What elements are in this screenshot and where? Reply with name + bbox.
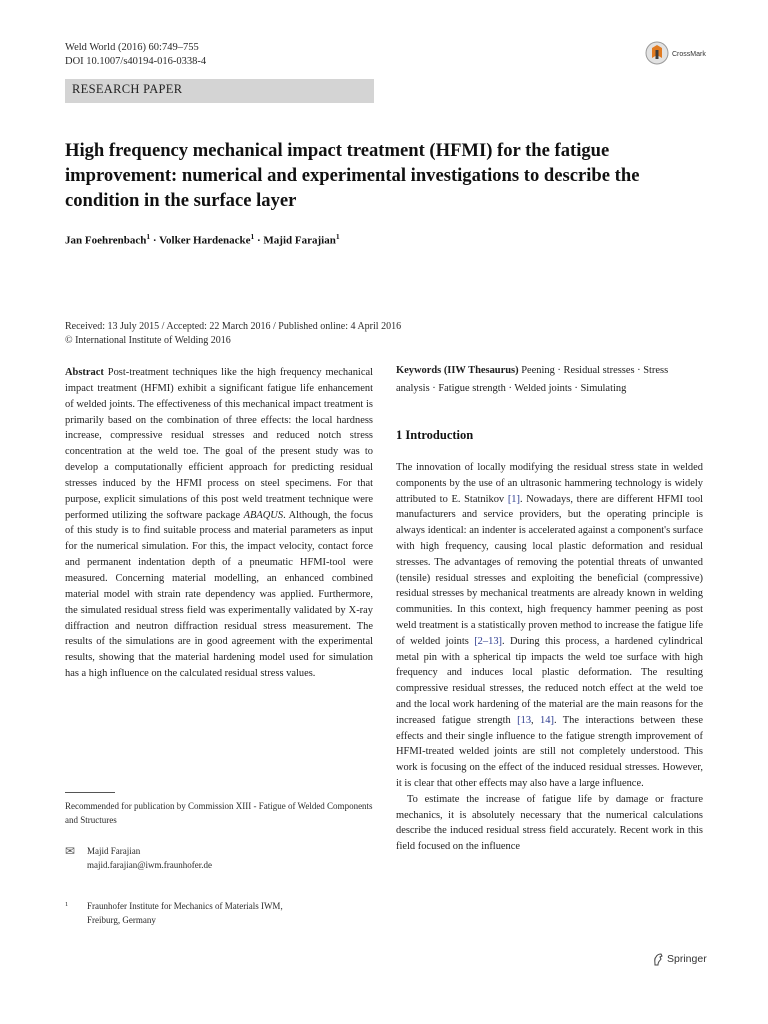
citation-link[interactable]: [1]: [507, 493, 520, 505]
affiliation-line: Freiburg, Germany: [87, 914, 156, 925]
author-separator: ·: [152, 234, 157, 247]
introduction-body: [396, 460, 703, 855]
paper-type-banner: [65, 79, 374, 103]
journal-reference: Weld World (2016) 60:749–755: [65, 42, 199, 53]
keywords-heading: Keywords (IIW Thesaurus): [396, 365, 519, 376]
abstract-text: Post-treatment techniques like the high frequency mechanical impact treatment (HFMI) exhibit a significant fatigue life enhancement of welded joints. The effectiveness of this mechanical impact treatment is primarily based on the combination of three effects: the local hardness increase, compressive residual stresses and reduced notch stress concentration at the weld toe. The goal of the present study was to develop a computationally efficient approach for predicting residual stresses induced by the HFMI process on steel specimens. For that purpose, explicit simulations of this post weld treatment technique were performed utilizing the software package: [65, 367, 373, 521]
author-separator: ·: [257, 234, 261, 247]
correspondence-email[interactable]: majid.farajian@iwm.fraunhofer.de: [87, 859, 212, 870]
publication-dates: [65, 320, 401, 347]
journal-citation: [65, 41, 206, 69]
doi[interactable]: DOI 10.1007/s40194-016-0338-4: [65, 56, 207, 67]
correspondence-name: Majid Farajian: [87, 846, 141, 856]
author-name[interactable]: Jan Foehrenbach: [65, 234, 147, 247]
envelope-icon: ✉: [65, 844, 76, 858]
springer-horse-icon: [652, 952, 664, 966]
paragraph: The innovation of locally modifying the residual stress state in welded components by the use of an ultrasonic hammering technology is widely attributed to E. Statnikov [1]. Nowadays, there are different HFMI tool manufacturers and service providers, but the operating principle is always identical: an indenter is accelerated against a component's surface with high frequency, causing local plastic deformation and residual stresses. The advantages of removing the potential threats of unwanted (tensile) residual stresses and exploiting the beneficial (compressive) residual stresses by mechanical treatments are already known in welding communities. In this context, high frequency hammer peening as post weld treatment is a statistically proven method to increase the fatigue life of welded joints [2–13]. During this process, a hardened cylindrical metal pin with a spherical tip impacts the weld toe surface with high frequency and induces local plastic deformation. The resulting compressive residual stresses, the reduced notch effect at the weld toe and the local work hardening of the material are the main reasons for the increased fatigue strength [13, 14]. The interactions between these effects and their single influence to the fatigue strength improvement of HFMI-treated welded joints are still not completely understood. This work is focusing on the effect of the induced residual stresses. However, it is clear that other effects may also have a large influence.: [396, 462, 703, 789]
author-affiliation-marker: 1: [146, 232, 151, 241]
author-affiliation-marker: 1: [335, 232, 340, 241]
affiliation-block: [65, 900, 375, 927]
crossmark-label: CrossMark: [672, 50, 706, 58]
paragraph: To estimate the increase of fatigue life by damage or fracture mechanics, it is absolutely necessary that the numerical calculations describe the induced residual stress field accurately. Recent work in this field focused on the influence: [396, 793, 703, 853]
footnote-divider: [65, 792, 115, 793]
recommendation-note: Recommended for publication by Commission XIII - Fatigue of Welded Components and Structures: [65, 801, 373, 825]
author-list: [65, 232, 340, 247]
keywords-list: Peening · Residual stresses · Stress analysis · Fatigue strength · Welded joints · Simulating: [396, 365, 669, 394]
history-dates: Received: 13 July 2015 / Accepted: 22 March 2016 / Published online: 4 April 2016: [65, 321, 402, 332]
citation-link[interactable]: 14]: [540, 714, 554, 726]
copyright-line: © International Institute of Welding 2016: [65, 334, 231, 346]
citation-link[interactable]: [13: [517, 714, 532, 726]
affiliation-line: Fraunhofer Institute for Mechanics of Materials IWM,: [87, 901, 283, 911]
crossmark-badge[interactable]: [645, 41, 706, 67]
keywords: [396, 362, 704, 398]
crossmark-icon: [645, 41, 669, 67]
publisher-logo: [652, 952, 707, 966]
affiliation-marker: 1: [65, 901, 69, 908]
citation-link[interactable]: [2–13]: [474, 635, 503, 647]
software-name: ABAQUS: [243, 509, 284, 521]
author-affiliation-marker: 1: [250, 232, 255, 241]
paper-title: High frequency mechanical impact treatment (HFMI) for the fatigue improvement: numerical and experimental investigations to describe the condition in the surface layer: [65, 140, 640, 211]
publisher-name: Springer: [667, 953, 707, 965]
section-heading-introduction: 1 Introduction: [396, 428, 474, 442]
paper-type-label: RESEARCH PAPER: [72, 82, 183, 96]
author-name[interactable]: Majid Farajian: [263, 234, 336, 247]
abstract-text: . Although, the focus of this study is to find suitable process and material parameters as input for the numerical simulation. For this, the impact velocity, contact force and permanent indentation depth of a pneumatic HFMI-tool were measured. Concerning material modelling, an enhanced combined material model with strain rate dependency was applied. Furthermore, the simulated residual stress field was experimentally validated by X-ray diffraction and neutron diffraction residual stress measurement. The results of the simulations are in good agreement with the experimental results, showing that the material hardening model used for simulation has a high influence on the calculated residual stress values.: [65, 509, 373, 680]
correspondence-block: [65, 845, 375, 872]
abstract: [65, 365, 373, 682]
abstract-heading: Abstract: [65, 367, 104, 378]
author-name[interactable]: Volker Hardenacke: [159, 234, 251, 247]
